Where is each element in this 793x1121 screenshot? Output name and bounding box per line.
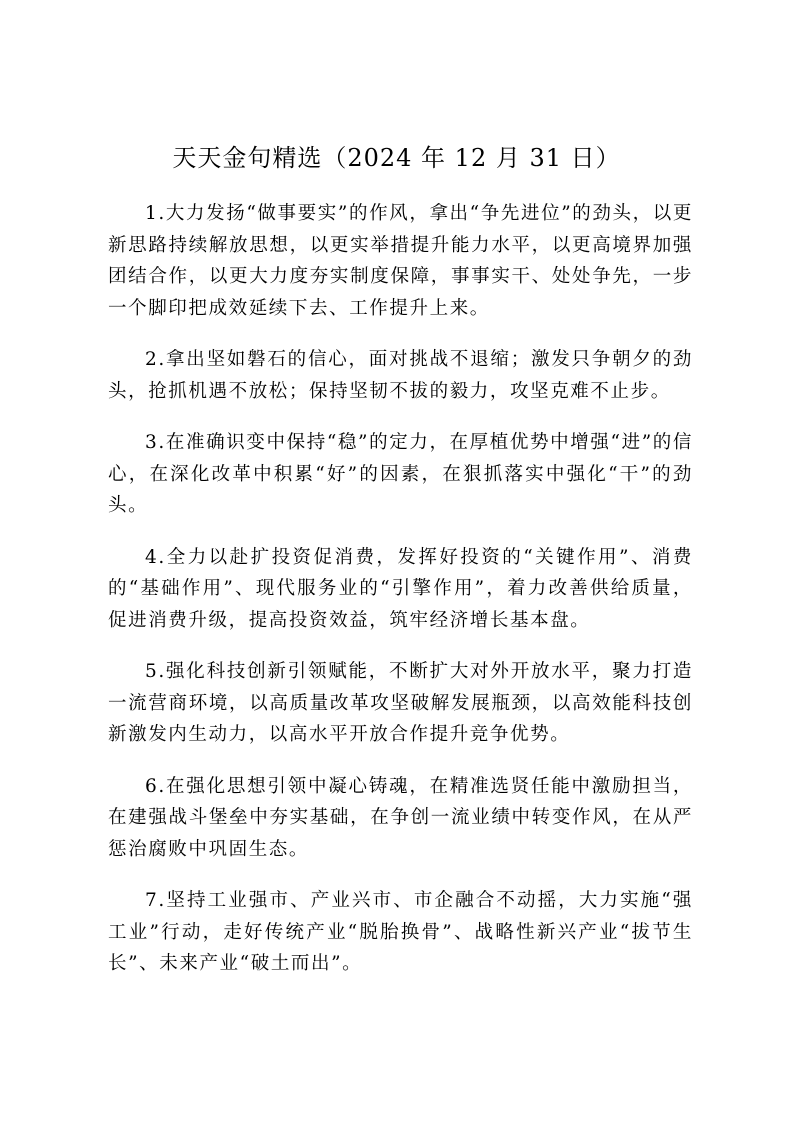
paragraph-4: 4.全力以赴扩投资促消费，发挥好投资的“关键作用”、消费的“基础作用”、现代服务业的“引擎作用”，着力改善供给质量，促进消费升级，提高投资效益，筑牢经济增长基本盘。 xyxy=(108,546,693,631)
paragraph-6: 6.在强化思想引领中凝心铸魂，在精准选贤任能中激励担当，在建强战斗堡垒中夯实基础，在争创一流业绩中转变作风，在从严惩治腐败中巩固生态。 xyxy=(108,775,693,860)
paragraph-7: 7.坚持工业强市、产业兴市、市企融合不动摇，大力实施“强工业”行动，走好传统产业“脱胎换骨”、战略性新兴产业“拔节生长”、未来产业“破土而出”。 xyxy=(108,890,693,974)
paragraph-1: 1.大力发扬“做事要实”的作风，拿出“争先进位”的劲头，以更新思路持续解放思想，以更实举措提升能力水平，以更高境界加强团结合作，以更大力度夯实制度保障，事事实干、处处争先，一步一个脚印把成效延续下去、工作提升上来。 xyxy=(108,203,693,319)
page-title: 天天金句精选（2024 年 12 月 31 日） xyxy=(172,144,621,172)
paragraph-2: 2.拿出坚如磐石的信心，面对挑战不退缩；激发只争朝夕的劲头，抢抓机遇不放松；保持坚韧不拔的毅力，攻坚克难不止步。 xyxy=(108,349,693,402)
paragraph-5: 5.强化科技创新引领赋能，不断扩大对外开放水平，聚力打造一流营商环境，以高质量改革攻坚破解发展瓶颈，以高效能科技创新激发内生动力，以高水平开放合作提升竞争优势。 xyxy=(108,661,693,745)
paragraph-3: 3.在准确识变中保持“稳”的定力，在厚植优势中增强“进”的信心，在深化改革中积累“好”的因素，在狠抓落实中强化“干”的劲头。 xyxy=(108,432,693,516)
document-body xyxy=(108,198,693,1000)
